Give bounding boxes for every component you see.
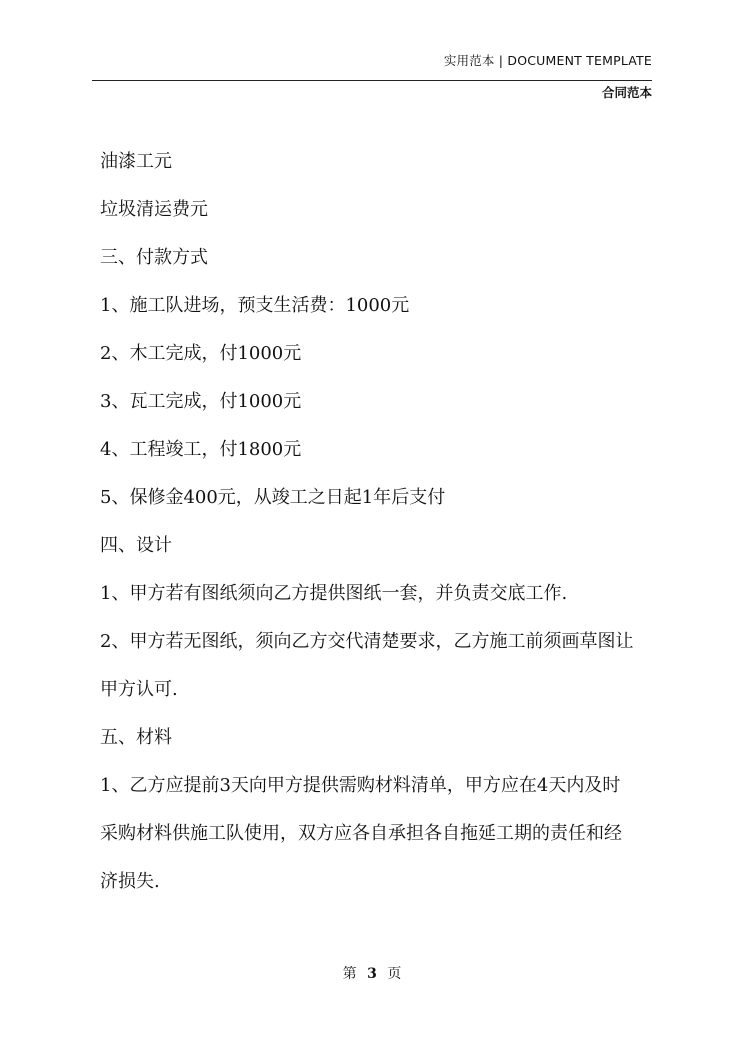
page-number: 3: [367, 966, 377, 982]
footer-prefix: 第: [342, 966, 357, 982]
header-divider: [92, 80, 652, 81]
section-heading-payment: 三、付款方式: [100, 247, 208, 268]
paragraph-line: 3、瓦工完成，付1000元: [100, 391, 302, 412]
paragraph-line: 采购材料供施工队使用，双方应各自承担各自拖延工期的责任和经: [100, 823, 622, 844]
paragraph-line: 济损失.: [100, 871, 160, 892]
paragraph-line: 4、工程竣工，付1800元: [100, 439, 302, 460]
footer-suffix: 页: [387, 966, 402, 982]
paragraph-line: 5、保修金400元，从竣工之日起1年后支付: [100, 487, 446, 508]
document-body: [100, 138, 652, 906]
header-title: 实用范本 | DOCUMENT TEMPLATE: [443, 53, 652, 68]
paragraph-line: 油漆工元: [100, 151, 172, 172]
paragraph-line: 1、施工队进场，预支生活费：1000元: [100, 295, 410, 316]
paragraph-line: 甲方认可.: [100, 679, 178, 700]
paragraph-line: 2、木工完成，付1000元: [100, 343, 302, 364]
section-heading-design: 四、设计: [100, 535, 172, 556]
section-heading-materials: 五、材料: [100, 727, 172, 748]
paragraph-line: 2、甲方若无图纸，须向乙方交代清楚要求，乙方施工前须画草图让: [100, 631, 634, 652]
page-header: [92, 52, 652, 102]
paragraph-line: 1、甲方若有图纸须向乙方提供图纸一套，并负责交底工作.: [100, 583, 568, 604]
header-subtitle: 合同范本: [601, 85, 652, 100]
page-footer: [0, 964, 744, 984]
paragraph-line: 1、乙方应提前3天向甲方提供需购材料清单，甲方应在4天内及时: [100, 775, 621, 796]
paragraph-line: 垃圾清运费元: [100, 199, 208, 220]
